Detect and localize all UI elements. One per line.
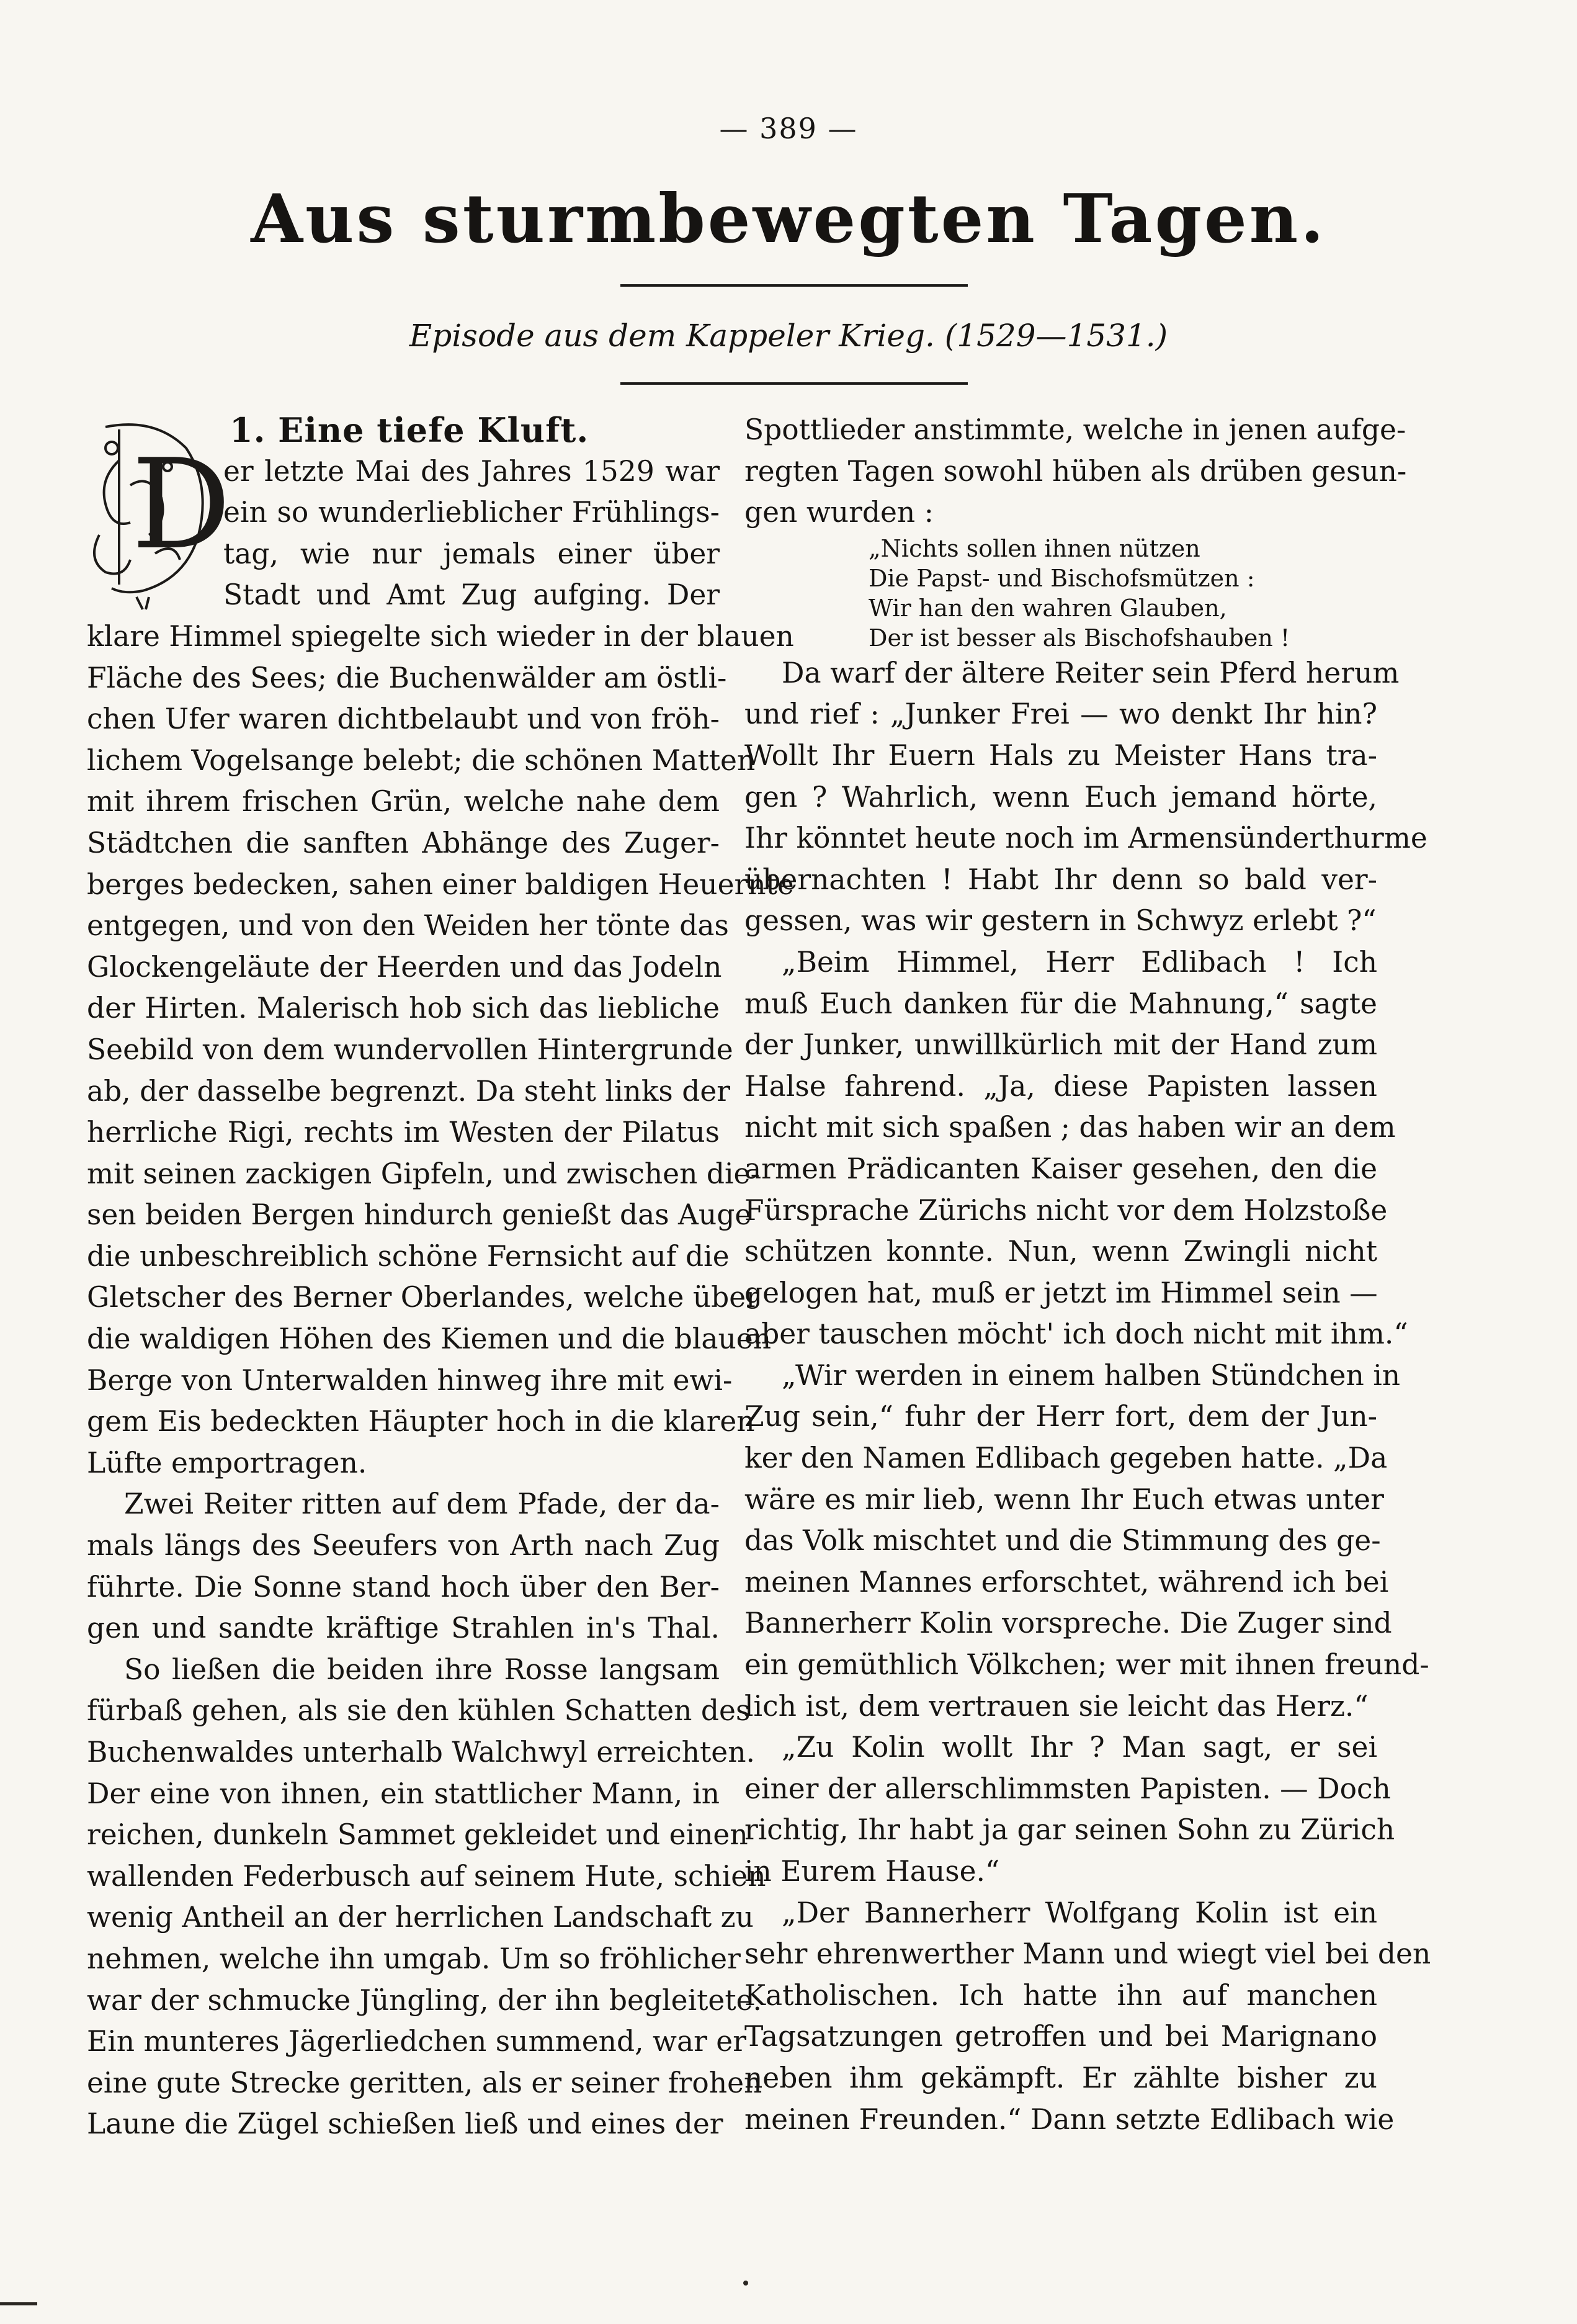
text-line: gen und sandte kräftige Strahlen in's Thal. (87, 1612, 720, 1645)
text-line: einer der allerschlimmsten Papisten. — Doch (744, 1772, 1391, 1805)
text-line: Stadt und Amt Zug aufging. Der (223, 578, 720, 612)
printer-mark (743, 2281, 748, 2286)
subtitle: Episode aus dem Kappeler Krieg. (1529—1531.) (409, 318, 1168, 354)
text-line: „Beim Himmel, Herr Edlibach ! Ich (782, 945, 1377, 979)
page-edge-mark (0, 2302, 37, 2305)
text-line: So ließen die beiden ihre Rosse langsam (124, 1653, 720, 1686)
text-line: regten Tagen sowohl hüben als drüben gesun- (744, 454, 1407, 488)
text-line: herrliche Rigi, rechts im Westen der Pilatus (87, 1116, 720, 1149)
text-line: nehmen, welche ihn umgab. Um so fröhlicher (87, 1942, 741, 1975)
text-line: Ihr könntet heute noch im Armensünderthurme (744, 822, 1427, 855)
subtitle-rule (620, 382, 968, 385)
verse-line: Die Papst- und Bischofsmützen : (869, 564, 1255, 592)
section-heading: 1. Eine tiefe Kluft. (230, 410, 589, 450)
verse-block (744, 534, 1377, 653)
text-line: Tagsatzungen getroffen und bei Marignano (744, 2020, 1377, 2053)
text-line: tag, wie nur jemals einer über (223, 537, 720, 570)
text-line: wäre es mir lieb, wenn Ihr Euch etwas unter (744, 1483, 1384, 1516)
text-line: meinen Mannes erforschtet, während ich bei (744, 1565, 1389, 1599)
page-number: — 389 — (719, 112, 858, 145)
text-line: übernachten ! Habt Ihr denn so bald ver- (744, 863, 1377, 896)
text-line: ein so wunderlieblicher Frühlings- (223, 496, 720, 529)
text-line: ein gemüthlich Völkchen; wer mit ihnen freund- (744, 1648, 1429, 1682)
text-line: „Der Bannerherr Wolfgang Kolin ist ein (782, 1896, 1377, 1929)
verse-line: Wir han den wahren Glauben, (869, 594, 1227, 622)
text-line: aber tauschen möcht' ich doch nicht mit ihm.“ (744, 1317, 1408, 1351)
text-line: in Eurem Hause.“ (744, 1855, 1000, 1888)
text-line: die waldigen Höhen des Kiemen und die blauen (87, 1322, 772, 1356)
text-line: „Wir werden in einem halben Stündchen in (782, 1358, 1401, 1392)
text-line: Städtchen die sanften Abhänge des Zuger- (87, 826, 720, 859)
verse-line: Der ist besser als Bischofshauben ! (869, 624, 1290, 652)
text-line: ker den Namen Edlibach gegeben hatte. „Da (744, 1442, 1388, 1475)
text-line: fürbaß gehen, als sie den kühlen Schatten des (87, 1694, 751, 1728)
text-line: Katholischen. Ich hatte ihn auf manchen (744, 1978, 1377, 2012)
text-line: schützen konnte. Nun, wenn Zwingli nicht (744, 1235, 1377, 1268)
text-line: der Junker, unwillkürlich mit der Hand zum (744, 1028, 1377, 1062)
text-line: war der schmucke Jüngling, der ihn begleitete. (87, 1983, 762, 2017)
text-line: Da warf der ältere Reiter sein Pferd herum (782, 656, 1400, 689)
text-line: neben ihm gekämpft. Er zählte bisher zu (744, 2061, 1377, 2094)
text-line: gen ? Wahrlich, wenn Euch jemand hörte, (744, 780, 1377, 814)
text-line: Der eine von ihnen, ein stattlicher Mann, in (87, 1777, 720, 1810)
text-line: die unbeschreiblich schöne Fernsicht auf die (87, 1239, 730, 1273)
text-line: mit seinen zackigen Gipfeln, und zwischen die- (87, 1157, 760, 1190)
text-line: „Zu Kolin wollt Ihr ? Man sagt, er sei (782, 1731, 1377, 1764)
text-line: wallenden Federbusch auf seinem Hute, schien (87, 1859, 766, 1893)
text-line: entgegen, und von den Weiden her tönte das (87, 909, 729, 943)
text-line: das Volk mischtet und die Stimmung des ge- (744, 1524, 1381, 1558)
text-line: meinen Freunden.“ Dann setzte Edlibach wie (744, 2102, 1395, 2136)
text-line: chen Ufer waren dichtbelaubt und von fröh- (87, 702, 720, 736)
page-title: Aus sturmbewegten Tagen. (251, 180, 1326, 258)
text-line: Gletscher des Berner Oberlandes, welche über (87, 1281, 759, 1314)
text-line: muß Euch danken für die Mahnung,“ sagte (744, 987, 1377, 1020)
text-line: reichen, dunkeln Sammet gekleidet und einen (87, 1818, 748, 1852)
text-line: gem Eis bedeckten Häupter hoch in die klaren (87, 1405, 755, 1438)
text-line: Spottlieder anstimmte, welche in jenen aufge- (744, 413, 1406, 446)
text-line: Laune die Zügel schießen ließ und eines der (87, 2107, 723, 2141)
text-line: lichem Vogelsange belebt; die schönen Matten (87, 743, 756, 777)
verse-line: „Nichts sollen ihnen nützen (869, 534, 1200, 562)
text-line: Zug sein,“ fuhr der Herr fort, dem der Jun- (744, 1400, 1377, 1433)
text-line: mals längs des Seeufers von Arth nach Zug (87, 1529, 720, 1563)
text-line: mit ihrem frischen Grün, welche nahe dem (87, 785, 720, 819)
title-rule (620, 284, 968, 287)
text-line: gen wurden : (744, 496, 934, 529)
text-line: eine gute Strecke geritten, als er seiner frohen (87, 2066, 762, 2099)
text-line: Wollt Ihr Euern Hals zu Meister Hans tra- (744, 738, 1377, 772)
text-line: wenig Antheil an der herrlichen Landschaft zu (87, 1901, 754, 1934)
drop-cap-letter: D (132, 433, 231, 577)
text-line: Fläche des Sees; die Buchenwälder am östli- (87, 661, 727, 694)
text-line: klare Himmel spiegelte sich wieder in der blauen (87, 619, 794, 653)
text-line: berges bedecken, sahen einer baldigen Heuernte (87, 868, 794, 901)
text-line: er letzte Mai des Jahres 1529 war (223, 454, 720, 488)
text-line: armen Prädicanten Kaiser gesehen, den die (744, 1152, 1377, 1185)
text-line: ab, der dasselbe begrenzt. Da steht links der (87, 1074, 731, 1108)
text-line: Lüfte emportragen. (87, 1446, 367, 1479)
text-line: und rief : „Junker Frei — wo denkt Ihr hin? (744, 698, 1377, 731)
text-line: Seebild von dem wundervollen Hintergrunde (87, 1033, 733, 1066)
text-line: gelogen hat, muß er jetzt im Himmel sein — (744, 1276, 1378, 1309)
text-line: Berge von Unterwalden hinweg ihre mit ewi- (87, 1363, 733, 1397)
text-line: Halse fahrend. „Ja, diese Papisten lassen (744, 1069, 1377, 1103)
text-line: der Hirten. Malerisch hob sich das liebliche (87, 992, 720, 1025)
text-line: nicht mit sich spaßen ; das haben wir an dem (744, 1111, 1396, 1144)
text-line: Fürsprache Zürichs nicht vor dem Holzstoße (744, 1193, 1388, 1227)
text-line: gessen, was wir gestern in Schwyz erlebt ?“ (744, 904, 1377, 938)
text-line: sen beiden Bergen hindurch genießt das Auge (87, 1198, 752, 1232)
text-line: Buchenwaldes unterhalb Walchwyl erreichten. (87, 1736, 756, 1769)
text-line: Glockengeläute der Heerden und das Jodeln (87, 950, 722, 984)
text-line: Bannerherr Kolin vorspreche. Die Zuger sind (744, 1607, 1392, 1640)
right-column (744, 410, 1431, 2140)
text-line: führte. Die Sonne stand hoch über den Ber- (87, 1570, 720, 1604)
text-line: Zwei Reiter ritten auf dem Pfade, der da- (124, 1487, 720, 1521)
text-line: sehr ehrenwerther Mann und wiegt viel bei den (744, 1937, 1431, 1971)
text-line: richtig, Ihr habt ja gar seinen Sohn zu Zürich (744, 1813, 1395, 1847)
text-line: lich ist, dem vertrauen sie leicht das Herz.“ (744, 1689, 1369, 1723)
left-column (87, 410, 794, 2145)
text-line: Ein munteres Jägerliedchen summend, war er (87, 2025, 746, 2058)
